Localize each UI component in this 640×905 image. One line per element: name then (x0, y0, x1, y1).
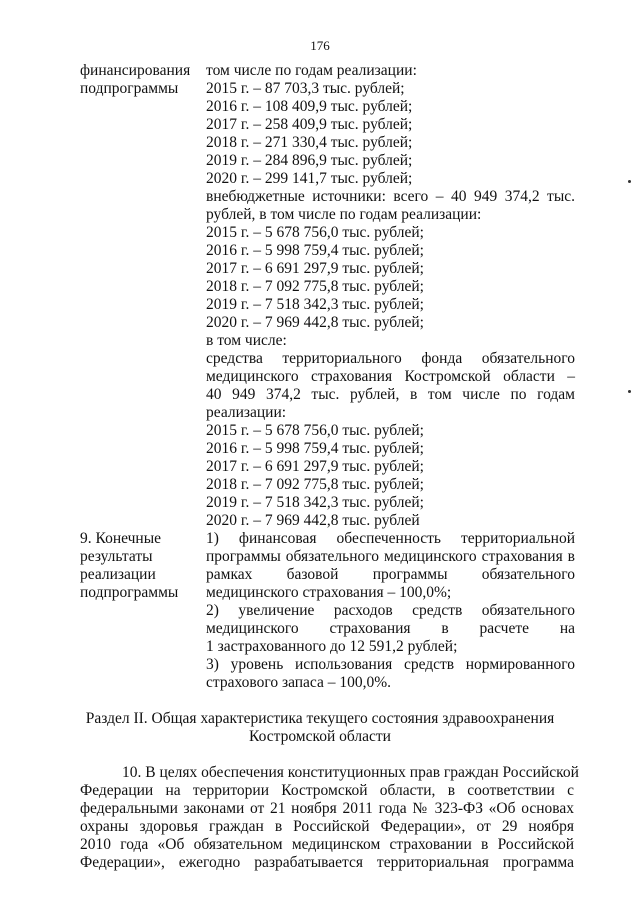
including-line: в том числе: (206, 332, 287, 349)
scan-margin-mark (628, 390, 631, 393)
paragraph-line: федеральными законами от 21 ноября 2011 года № 323-ФЗ «Об основах (80, 800, 574, 817)
year-amount-line: 2016 г. – 5 998 759,4 тыс. рублей; (206, 242, 424, 259)
financing-label-line: финансирования (80, 62, 191, 79)
result-line: программы обязательного медицинского страхования в (206, 548, 575, 565)
result-line: 1) финансовая обеспеченность территориальной (206, 530, 575, 547)
financing-intro: том числе по годам реализации: (206, 62, 417, 79)
page-number: 176 (310, 38, 330, 53)
result-line: 2) увеличение расходов средств обязательного (206, 602, 575, 619)
section-title-line: Раздел II. Общая характеристика текущего состояния здравоохранения (85, 710, 555, 727)
result-line: медицинского страхования в расчете на (206, 620, 575, 637)
paragraph-line: 2010 года «Об обязательном медицинском страховании в Российской (80, 836, 574, 853)
year-amount-line: 2017 г. – 258 409,9 тыс. рублей; (206, 116, 413, 133)
paragraph-line: Федерации на территории Костромской области, в соответствии с (80, 782, 574, 799)
financing-label-line: подпрограммы (80, 80, 179, 97)
year-amount-line: 2018 г. – 7 092 775,8 тыс. рублей; (206, 278, 424, 295)
result-line: рамках базовой программы обязательного (206, 566, 575, 583)
year-amount-line: 2018 г. – 7 092 775,8 тыс. рублей; (206, 476, 424, 493)
year-amount-line: 2016 г. – 108 409,9 тыс. рублей; (206, 98, 413, 115)
fund-line: средства территориального фонда обязательного (206, 350, 575, 367)
year-amount-line: 2019 г. – 284 896,9 тыс. рублей; (206, 152, 413, 169)
section-title-line: Костромской области (249, 728, 391, 745)
result-line: страхового запаса – 100,0%. (206, 674, 392, 691)
year-amount-line: 2020 г. – 7 969 442,8 тыс. рублей (206, 512, 420, 529)
paragraph-line: 10. В целях обеспечения конституционных прав граждан Российской (122, 764, 579, 781)
year-amount-line: 2019 г. – 7 518 342,3 тыс. рублей; (206, 494, 424, 511)
fund-line: 40 949 374,2 тыс. рублей, в том числе по годам (206, 386, 575, 403)
paragraph-line: охраны здоровья граждан в Российской Федерации», от 29 ноября (80, 818, 574, 835)
result-line: 3) уровень использования средств нормированного (206, 656, 575, 673)
results-label-line: результаты (80, 548, 153, 565)
year-amount-line: 2015 г. – 87 703,3 тыс. рублей; (206, 80, 405, 97)
results-label-line: 9. Конечные (80, 530, 161, 547)
year-amount-line: 2017 г. – 6 691 297,9 тыс. рублей; (206, 458, 424, 475)
year-amount-line: 2017 г. – 6 691 297,9 тыс. рублей; (206, 260, 424, 277)
year-amount-line: 2015 г. – 5 678 756,0 тыс. рублей; (206, 224, 424, 241)
results-label-line: реализации (80, 566, 156, 583)
fund-line: медицинского страхования Костромской области – (206, 368, 575, 385)
scan-margin-mark (628, 180, 631, 183)
year-amount-line: 2015 г. – 5 678 756,0 тыс. рублей; (206, 422, 424, 439)
year-amount-line: 2020 г. – 299 141,7 тыс. рублей; (206, 170, 413, 187)
result-line: 1 застрахованного до 12 591,2 рублей; (206, 638, 458, 655)
year-amount-line: 2020 г. – 7 969 442,8 тыс. рублей; (206, 314, 424, 331)
extrabudget-line: рублей, в том числе по годам реализации: (206, 206, 482, 223)
year-amount-line: 2019 г. – 7 518 342,3 тыс. рублей; (206, 296, 424, 313)
year-amount-line: 2018 г. – 271 330,4 тыс. рублей; (206, 134, 413, 151)
year-amount-line: 2016 г. – 5 998 759,4 тыс. рублей; (206, 440, 424, 457)
fund-line: реализации: (206, 404, 287, 421)
extrabudget-line: внебюджетные источники: всего – 40 949 374,2 тыс. (206, 188, 575, 205)
result-line: медицинского страхования – 100,0%; (206, 584, 452, 601)
results-label-line: подпрограммы (80, 584, 179, 601)
paragraph-line: Федерации», ежегодно разрабатывается территориальная программа (80, 854, 574, 871)
